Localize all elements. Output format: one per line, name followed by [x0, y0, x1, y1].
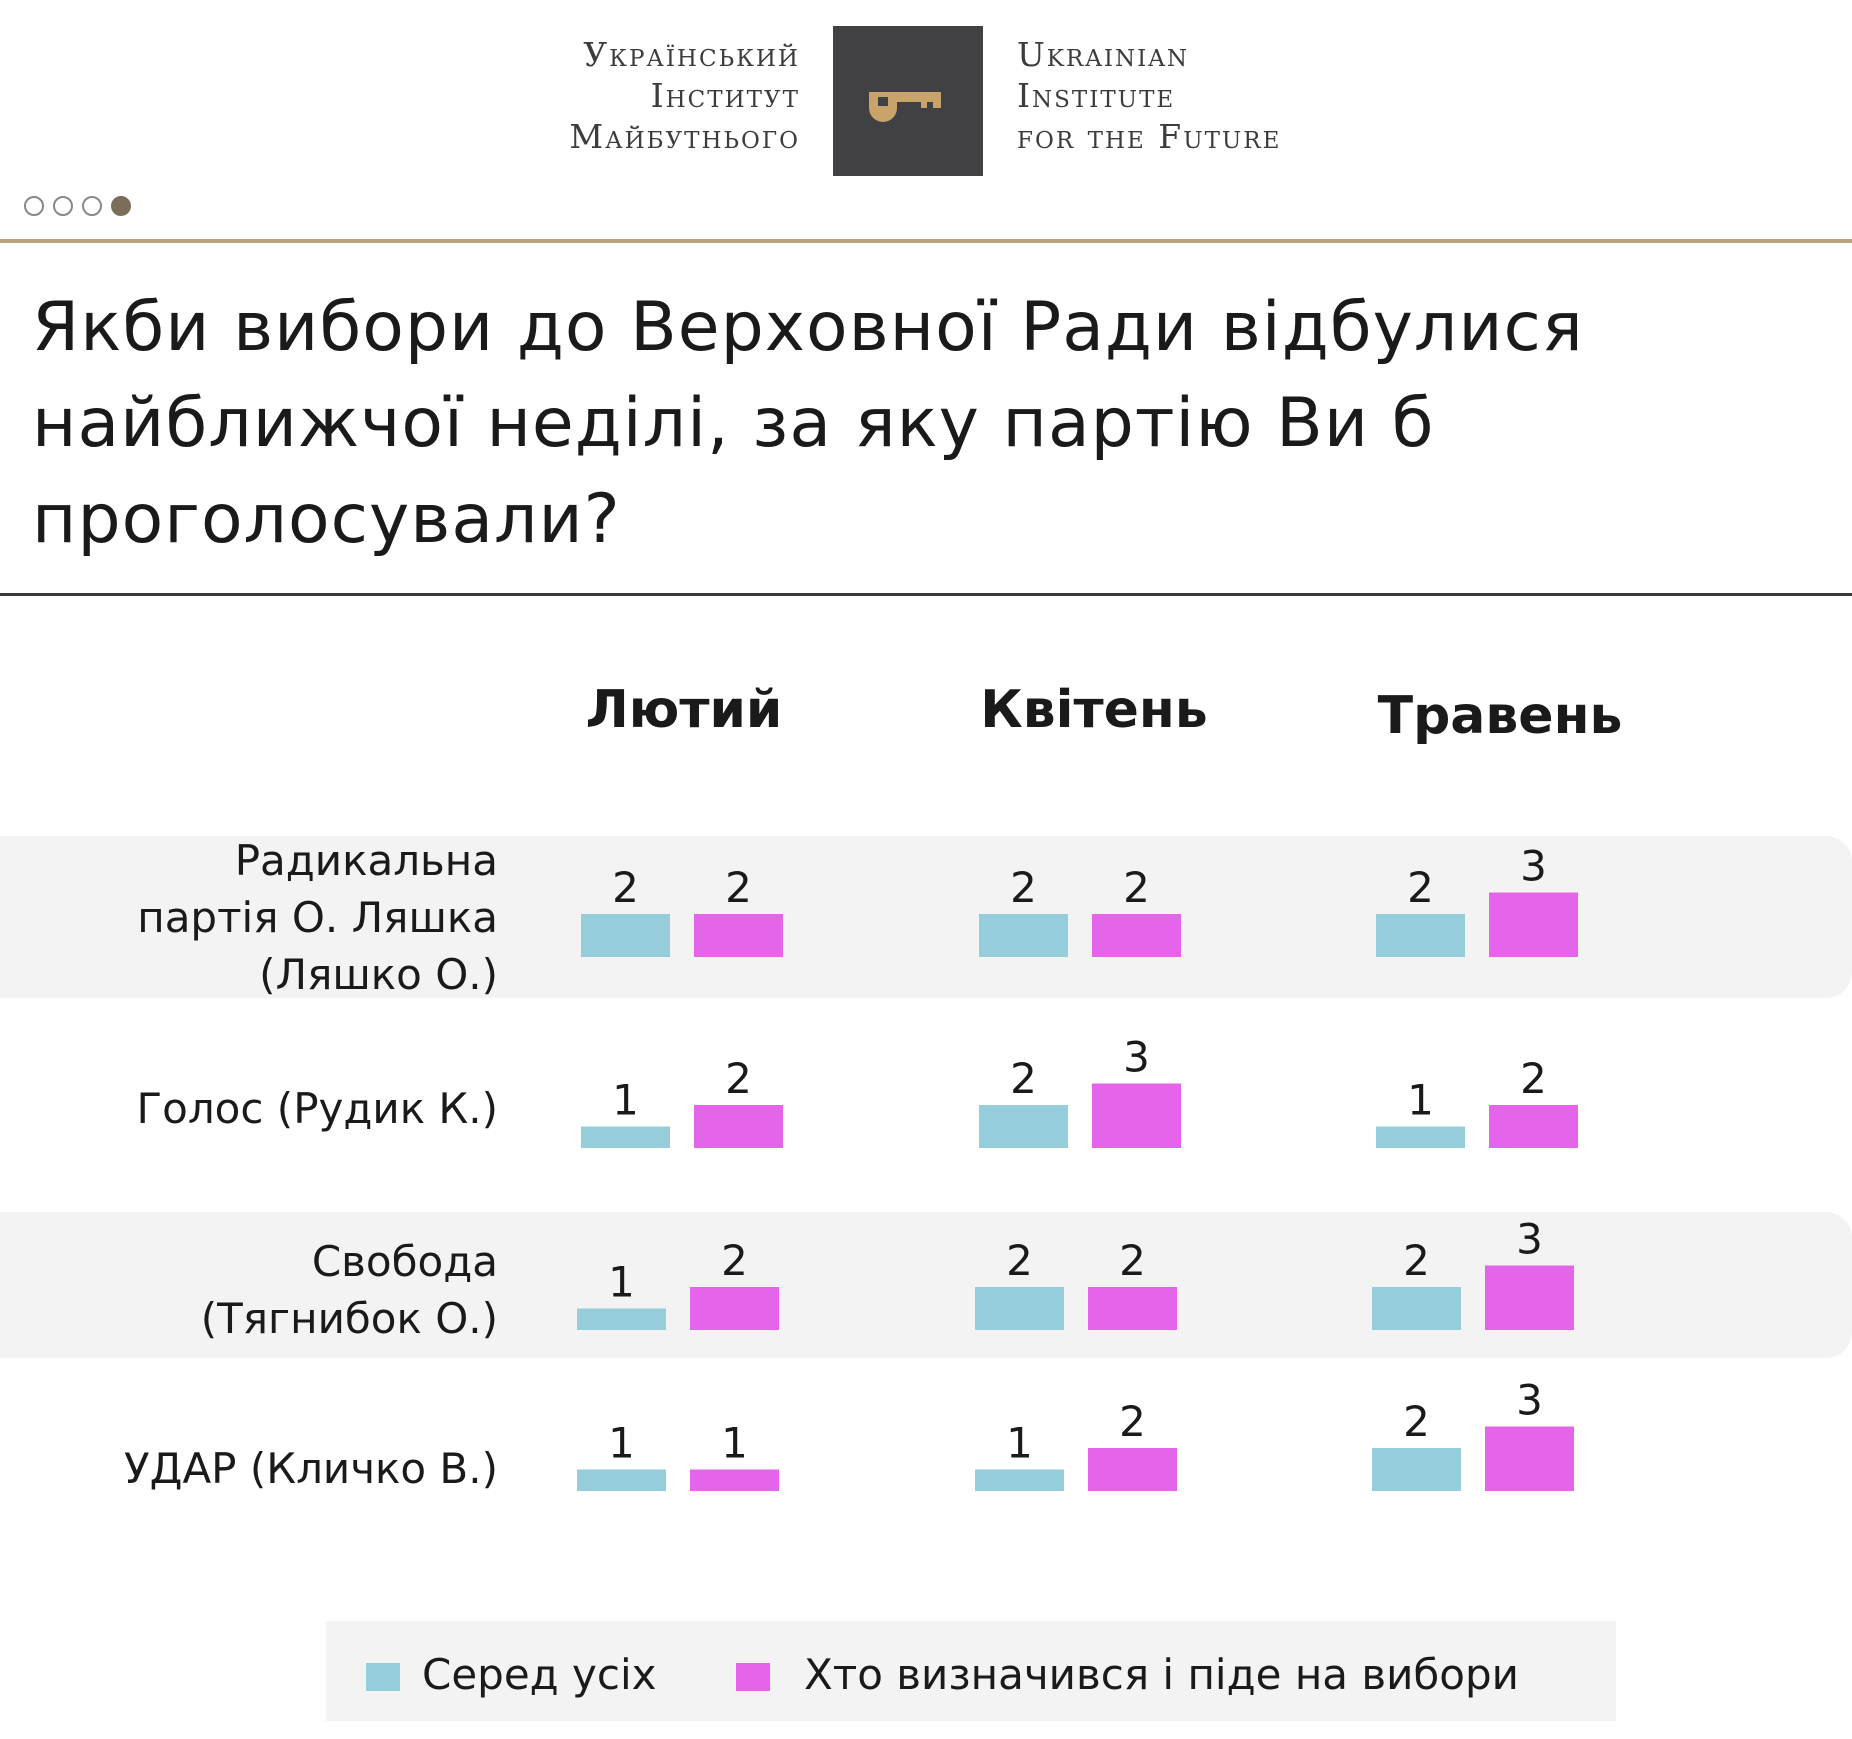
bar-value-label: 2: [725, 863, 752, 912]
bar-decided: [690, 1287, 779, 1330]
logo-line: Майбутнього: [569, 117, 800, 156]
bar-all: [581, 914, 670, 957]
bar-value-label: 3: [1520, 841, 1547, 891]
bar-value-label: 2: [1520, 1054, 1547, 1103]
bar-value-label: 1: [608, 1257, 635, 1307]
party-label-line: (Тягнибок О.): [200, 1294, 498, 1343]
bar-all: [975, 1470, 1064, 1492]
bar-all: [1372, 1448, 1461, 1491]
legend: [326, 1621, 1616, 1721]
legend-swatch-decided: [736, 1663, 770, 1691]
bar-value-label: 2: [612, 863, 639, 912]
bar-value-label: 3: [1516, 1375, 1543, 1425]
bar-value-label: 1: [721, 1418, 748, 1468]
bar-value-label: 3: [1123, 1032, 1150, 1082]
bar-decided: [1485, 1427, 1574, 1492]
bar-all: [975, 1287, 1064, 1330]
bar-all: [1376, 914, 1465, 957]
bar-all: [577, 1470, 666, 1492]
logo-line: Український: [583, 35, 800, 74]
bar-value-label: 1: [1006, 1418, 1033, 1468]
bar-decided: [1092, 914, 1181, 957]
party-label-line: (Ляшко О.): [259, 950, 498, 999]
bar-value-label: 2: [1403, 1397, 1430, 1446]
bar-value-label: 2: [1123, 863, 1150, 912]
bar-decided: [690, 1470, 779, 1492]
bar-value-label: 2: [1119, 1236, 1146, 1285]
bar-value-label: 1: [1407, 1075, 1434, 1125]
bar-decided: [1489, 1105, 1578, 1148]
chart-title: Якби вибори до Верховної Ради відбулися найближчої неділі, за яку партію Ви б проголосували?: [32, 288, 1584, 559]
party-label-line: Свобода: [311, 1237, 498, 1286]
party-label-line: Радикальна: [234, 836, 498, 885]
legend-label-decided: Хто визначився і піде на вибори: [804, 1650, 1519, 1699]
bar-value-label: 1: [612, 1075, 639, 1125]
bar-decided: [1088, 1448, 1177, 1491]
logo-line: for the Future: [1017, 117, 1282, 156]
bar-value-label: 2: [725, 1054, 752, 1103]
bar-decided: [1092, 1084, 1181, 1149]
bar-all: [979, 1105, 1068, 1148]
bar-value-label: 2: [1119, 1397, 1146, 1446]
legend-label-all: Серед усіх: [422, 1650, 657, 1699]
month-header: Лютий: [585, 680, 783, 740]
bar-decided: [1489, 893, 1578, 958]
bar-value-label: 2: [1403, 1236, 1430, 1285]
bar-value-label: 1: [608, 1418, 635, 1468]
party-label-line: УДАР (Кличко В.): [124, 1444, 498, 1493]
month-header: Травень: [1377, 686, 1623, 746]
bar-all: [1372, 1287, 1461, 1330]
logo-line: Інститут: [650, 76, 800, 115]
bar-value-label: 2: [1010, 863, 1037, 912]
bar-all: [577, 1309, 666, 1331]
bar-value-label: 2: [1006, 1236, 1033, 1285]
bar-all: [979, 914, 1068, 957]
bar-value-label: 2: [721, 1236, 748, 1285]
bar-value-label: 2: [1010, 1054, 1037, 1103]
month-header: Квітень: [980, 680, 1208, 740]
bar-all: [581, 1127, 670, 1149]
bar-value-label: 2: [1407, 863, 1434, 912]
bar-all: [1376, 1127, 1465, 1149]
logo-line: Ukrainian: [1017, 35, 1189, 74]
bar-value-label: 3: [1516, 1214, 1543, 1264]
bar-decided: [1088, 1287, 1177, 1330]
bar-decided: [1485, 1266, 1574, 1331]
logo-line: Institute: [1017, 76, 1176, 115]
party-label-line: Голос (Рудик К.): [136, 1084, 498, 1133]
legend-swatch-all: [366, 1663, 400, 1691]
party-label-line: партія О. Ляшка: [137, 893, 498, 942]
bar-decided: [694, 914, 783, 957]
bar-decided: [694, 1105, 783, 1148]
